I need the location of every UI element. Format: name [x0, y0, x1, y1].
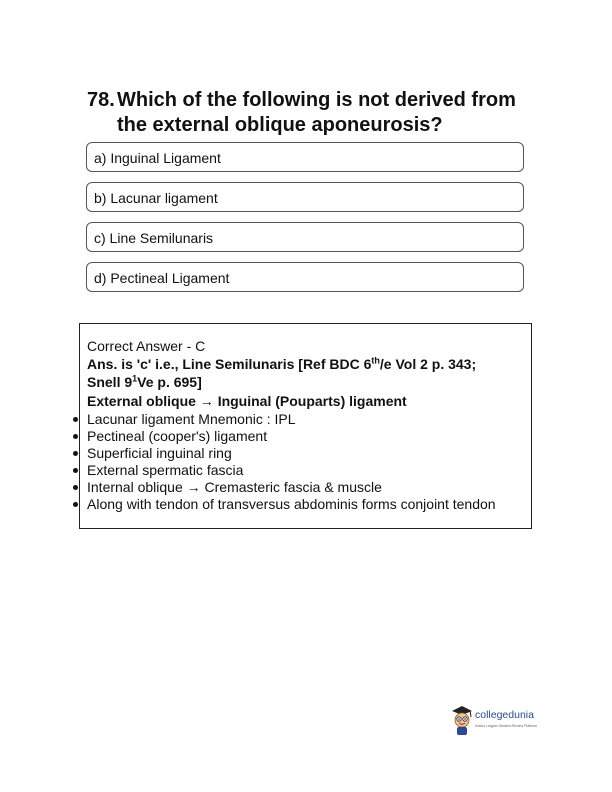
question-number: 78. — [87, 89, 115, 111]
bullet-icon — [73, 485, 78, 490]
list-item: Internal oblique → Cremasteric fascia & muscle — [72, 479, 496, 496]
collegedunia-logo — [450, 703, 545, 737]
option-d[interactable]: d) Pectineal Ligament — [86, 262, 524, 292]
answer-explanation: Ans. is 'c' i.e., Line Semilunaris [Ref BDC 6th/e Vol 2 p. 343; — [87, 355, 477, 372]
logo-brand: collegedunia — [475, 709, 534, 721]
option-b[interactable]: b) Lacunar ligament — [86, 182, 524, 212]
list-item: Along with tendon of transversus abdominis forms conjoint tendon — [72, 496, 496, 513]
option-a[interactable]: a) Inguinal Ligament — [86, 142, 524, 172]
question-title — [87, 88, 547, 138]
mascot-icon — [450, 703, 474, 737]
bullet-icon — [73, 434, 78, 439]
answer-reference: Snell $9^1Ve$ p. 695] — [87, 373, 202, 390]
answer-bullet-list — [72, 411, 496, 513]
list-item: Pectineal (cooper's) ligament — [72, 428, 496, 445]
list-item: External spermatic fascia — [72, 462, 496, 479]
question-text: Which of the following is not derived from the external oblique aponeurosis? — [117, 89, 516, 136]
bullet-icon — [73, 502, 78, 507]
bullet-icon — [73, 468, 78, 473]
bullet-icon — [73, 417, 78, 422]
list-item: Superficial inguinal ring — [72, 445, 496, 462]
list-item: Lacunar ligament Mnemonic : IPL — [72, 411, 496, 428]
logo-tagline: India's Largest Student Review Platform — [475, 724, 538, 728]
option-c[interactable]: c) Line Semilunaris — [86, 222, 524, 252]
bullet-icon — [73, 451, 78, 456]
answer-heading: External oblique → Inguinal (Pouparts) ligament — [87, 393, 407, 409]
correct-answer: Correct Answer - C — [87, 338, 206, 354]
